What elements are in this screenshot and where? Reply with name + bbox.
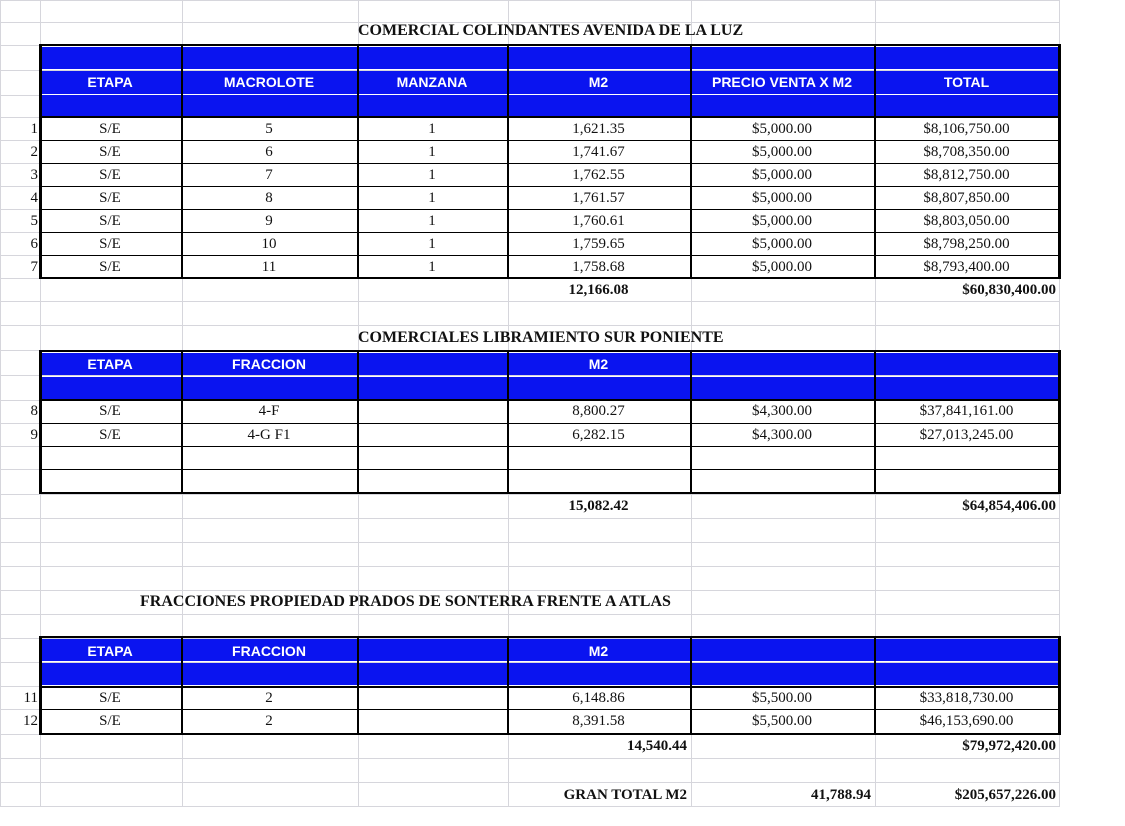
column-header xyxy=(693,640,871,662)
table-cell: 11 xyxy=(261,259,277,275)
column-header: PRECIO VENTA X M2 xyxy=(711,74,853,90)
table-cell: S/E xyxy=(99,236,121,252)
table-cell: 1 xyxy=(428,121,436,137)
table-cell: $8,708,350.00 xyxy=(923,144,1010,160)
table-border xyxy=(1058,44,1061,279)
column-header: ETAPA xyxy=(87,74,133,90)
row-number: 12 xyxy=(23,713,38,729)
grid-line-horizontal xyxy=(0,301,1060,302)
table-cell: 1 xyxy=(428,213,436,229)
table-cell: $5,000.00 xyxy=(752,190,812,206)
table-cell: $8,807,850.00 xyxy=(923,190,1010,206)
grid-line-horizontal xyxy=(0,542,1060,543)
header-band xyxy=(40,377,1060,399)
table-cell: $46,153,690.00 xyxy=(919,713,1014,729)
table-cell: 1,758.68 xyxy=(572,259,625,275)
table-cell: $5,000.00 xyxy=(752,121,812,137)
column-header: ETAPA xyxy=(87,643,133,659)
row-number: 3 xyxy=(30,167,38,183)
row-number: 8 xyxy=(30,403,38,419)
table-border xyxy=(690,44,692,279)
table-cell: $27,013,245.00 xyxy=(919,427,1014,443)
table-cell: $5,000.00 xyxy=(752,259,812,275)
table-border xyxy=(39,44,1061,46)
table-border xyxy=(874,350,876,494)
grid-line-horizontal xyxy=(0,0,1060,1)
table-cell: $5,500.00 xyxy=(752,690,812,706)
row-number: 9 xyxy=(30,427,38,443)
table-cell: S/E xyxy=(99,190,121,206)
table-cell: $37,841,161.00 xyxy=(919,403,1014,419)
table-cell: $4,300.00 xyxy=(752,403,812,419)
table-cell: S/E xyxy=(99,403,121,419)
table-cell: 1,741.67 xyxy=(572,144,625,160)
table-cell: 4-G F1 xyxy=(247,427,291,443)
subtotal-amount: $79,972,420.00 xyxy=(962,738,1056,754)
column-header xyxy=(693,353,871,375)
table-cell: S/E xyxy=(99,213,121,229)
table-cell: S/E xyxy=(99,167,121,183)
table-border xyxy=(181,350,183,494)
grid-line-horizontal xyxy=(0,758,1060,759)
table-cell: 1,760.61 xyxy=(572,213,625,229)
grid-line-horizontal xyxy=(0,806,1060,807)
table-border xyxy=(507,44,509,279)
table-cell: $33,818,730.00 xyxy=(919,690,1014,706)
subtotal-m2: 15,082.42 xyxy=(568,498,629,514)
row-number: 2 xyxy=(30,144,38,160)
table-cell: S/E xyxy=(99,144,121,160)
table-border xyxy=(357,44,359,279)
table-cell: 8,391.58 xyxy=(572,713,625,729)
column-header xyxy=(360,640,504,662)
grand-total-m2: 41,788.94 xyxy=(811,787,871,803)
table-border xyxy=(39,636,1061,638)
table-cell: 7 xyxy=(265,167,273,183)
column-header: M2 xyxy=(588,643,609,659)
header-band xyxy=(40,47,1060,69)
table-cell: 1 xyxy=(428,190,436,206)
table-cell: 2 xyxy=(265,713,273,729)
subtotal-amount: $64,854,406.00 xyxy=(962,498,1056,514)
table-cell: S/E xyxy=(99,427,121,443)
row-number: 4 xyxy=(30,190,38,206)
table-cell: 8,800.27 xyxy=(572,403,625,419)
column-header: M2 xyxy=(588,74,609,90)
table-cell: $5,000.00 xyxy=(752,213,812,229)
table-border xyxy=(39,492,1061,494)
table-cell: 1,761.57 xyxy=(572,190,625,206)
table-border xyxy=(507,350,509,494)
grid-line-horizontal xyxy=(0,518,1060,519)
subtotal-m2: 14,540.44 xyxy=(627,738,687,754)
table-cell xyxy=(360,424,504,446)
table-cell: 6,282.15 xyxy=(572,427,625,443)
header-band xyxy=(40,95,1060,116)
table-cell: 5 xyxy=(265,121,273,137)
table-cell: S/E xyxy=(99,713,121,729)
grid-line-horizontal xyxy=(0,325,1060,326)
column-header: TOTAL xyxy=(943,74,990,90)
column-header: MANZANA xyxy=(396,74,468,90)
table-cell: 1,621.35 xyxy=(572,121,625,137)
row-number: 11 xyxy=(23,690,38,706)
column-header: MACROLOTE xyxy=(223,74,315,90)
section-title: COMERCIAL COLINDANTES AVENIDA DE LA LUZ xyxy=(358,22,744,39)
table-cell: $5,000.00 xyxy=(752,236,812,252)
table-cell: 9 xyxy=(265,213,273,229)
table-cell: $5,000.00 xyxy=(752,144,812,160)
table-cell: $8,803,050.00 xyxy=(923,213,1010,229)
row-number: 6 xyxy=(30,236,38,252)
table-cell: 2 xyxy=(265,690,273,706)
table-border xyxy=(1058,350,1061,494)
grid-line-horizontal xyxy=(0,566,1060,567)
row-number: 7 xyxy=(30,259,38,275)
table-cell: 1 xyxy=(428,259,436,275)
table-border xyxy=(874,44,876,279)
column-header xyxy=(877,353,1056,375)
table-cell: $5,000.00 xyxy=(752,167,812,183)
table-cell: S/E xyxy=(99,690,121,706)
table-cell: $4,300.00 xyxy=(752,427,812,443)
grand-total-label: GRAN TOTAL M2 xyxy=(563,787,687,803)
table-border xyxy=(39,469,1061,470)
column-header: ETAPA xyxy=(87,356,133,372)
header-band xyxy=(40,663,1060,685)
column-header: FRACCION xyxy=(232,643,306,659)
table-cell: $8,106,750.00 xyxy=(923,121,1010,137)
table-border xyxy=(357,350,359,494)
table-cell: S/E xyxy=(99,259,121,275)
section-title: FRACCIONES PROPIEDAD PRADOS DE SONTERRA FRENTE A ATLAS xyxy=(140,593,671,610)
subtotal-m2: 12,166.08 xyxy=(568,282,629,298)
column-header: M2 xyxy=(588,356,609,372)
table-cell: 4-F xyxy=(258,403,280,419)
row-number: 5 xyxy=(30,213,38,229)
table-cell xyxy=(360,400,504,422)
table-cell xyxy=(360,687,504,709)
table-cell: 1 xyxy=(428,144,436,160)
grid-line-horizontal xyxy=(0,614,1060,615)
table-cell: 1 xyxy=(428,236,436,252)
table-cell: 10 xyxy=(261,236,277,252)
table-border xyxy=(181,44,183,279)
table-cell: 8 xyxy=(265,190,273,206)
table-border xyxy=(690,350,692,494)
table-cell: 1,762.55 xyxy=(572,167,625,183)
table-cell: 1,759.65 xyxy=(572,236,625,252)
table-cell: 1 xyxy=(428,167,436,183)
table-cell: $8,798,250.00 xyxy=(923,236,1010,252)
table-cell: 6,148.86 xyxy=(572,690,625,706)
grid-line-horizontal xyxy=(0,782,1060,783)
row-number: 1 xyxy=(30,121,38,137)
table-cell: $8,793,400.00 xyxy=(923,259,1010,275)
table-cell: $8,812,750.00 xyxy=(923,167,1010,183)
grand-total-amount: $205,657,226.00 xyxy=(954,787,1056,803)
grid-line-horizontal xyxy=(0,375,1060,376)
column-header xyxy=(360,353,504,375)
subtotal-amount: $60,830,400.00 xyxy=(962,282,1056,298)
table-border xyxy=(39,446,1061,447)
table-border xyxy=(39,350,1061,352)
column-header xyxy=(877,640,1056,662)
section-title: COMERCIALES LIBRAMIENTO SUR PONIENTE xyxy=(358,329,724,346)
table-cell: S/E xyxy=(99,121,121,137)
column-header: FRACCION xyxy=(232,356,306,372)
table-cell: $5,500.00 xyxy=(752,713,812,729)
table-cell xyxy=(360,710,504,732)
table-cell: 6 xyxy=(265,144,273,160)
